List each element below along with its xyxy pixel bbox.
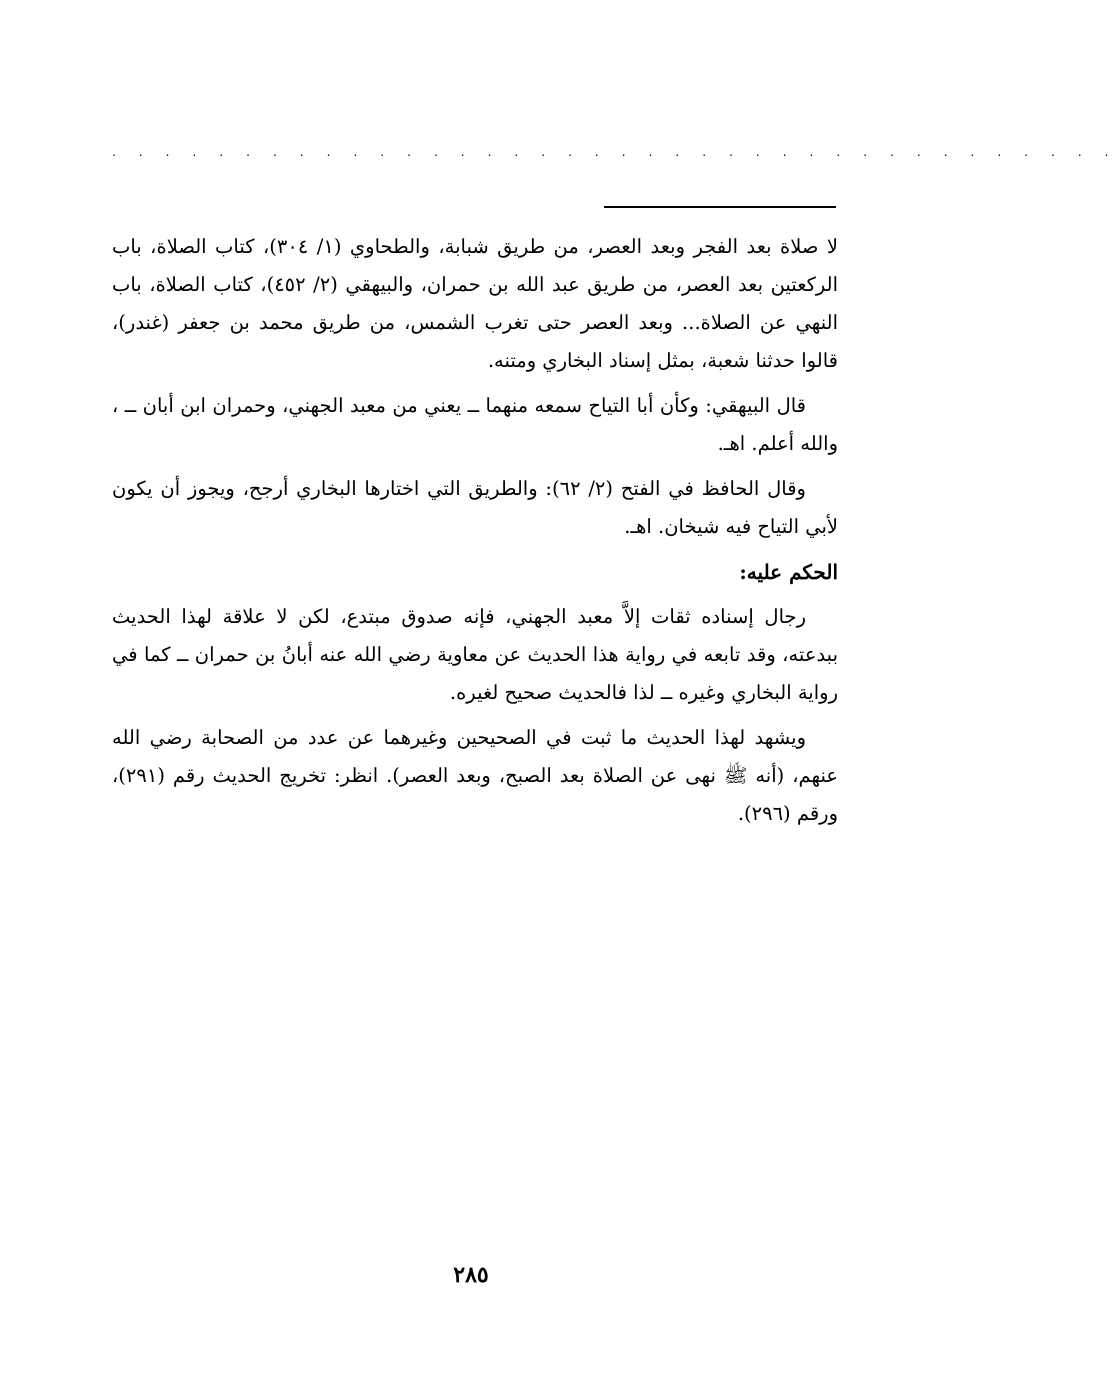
paragraph-2: قال البيهقي: وكأن أبا التياح سمعه منهما ــ يعني من معبد الجهني، وحمران ابن أبان ــ ، والله أعلم. اهـ. [112, 394, 838, 455]
footnote-body [112, 228, 838, 840]
paragraph-5: ويشهد لهذا الحديث ما ثبت في الصحيحين وغيرهما عن عدد من الصحابة رضي الله عنهم، (أنه ﷺ نهى عن الصلاة بعد الصبح، وبعد العصر). انظر: تخريج الحديث رقم (٢٩١)، ورقم (٢٩٦). [112, 726, 838, 825]
dotted-separator: . . . . . . . . . . . . . . . . . . . . . . . . . . . . . . . . . . . . . . [112, 145, 1118, 159]
footnote-rule [604, 206, 836, 208]
section-heading: الحكم عليه: [739, 560, 838, 584]
page-number: ٢٨٥ [453, 1262, 489, 1288]
paragraph-3: وقال الحافظ في الفتح (٢/ ٦٢): والطريق التي اختارها البخاري أرجح، ويجوز أن يكون لأبي التياح فيه شيخان. اهـ. [112, 477, 838, 538]
paragraph-4: رجال إسناده ثقات إلاَّ معبد الجهني، فإنه صدوق مبتدع، لكن لا علاقة لهذا الحديث ببدعته، وقد تابعه في رواية هذا الحديث عن معاوية رضي الله عنه أبانُ بن حمران ــ كما في رواية البخاري وغيره ــ لذا فالحديث صحيح لغيره. [112, 605, 838, 704]
paragraph-1: لا صلاة بعد الفجر وبعد العصر، من طريق شبابة، والطحاوي (١/ ٣٠٤)، كتاب الصلاة، باب الركعتين بعد العصر، من طريق عبد الله بن حمران، والبيهقي (٢/ ٤٥٢)، كتاب الصلاة، باب النهي عن الصلاة... وبعد العصر حتى تغرب الشمس، من طريق محمد بن جعفر (غندر)، قالوا حدثنا شعبة، بمثل إسناد البخاري ومتنه. [112, 235, 839, 372]
